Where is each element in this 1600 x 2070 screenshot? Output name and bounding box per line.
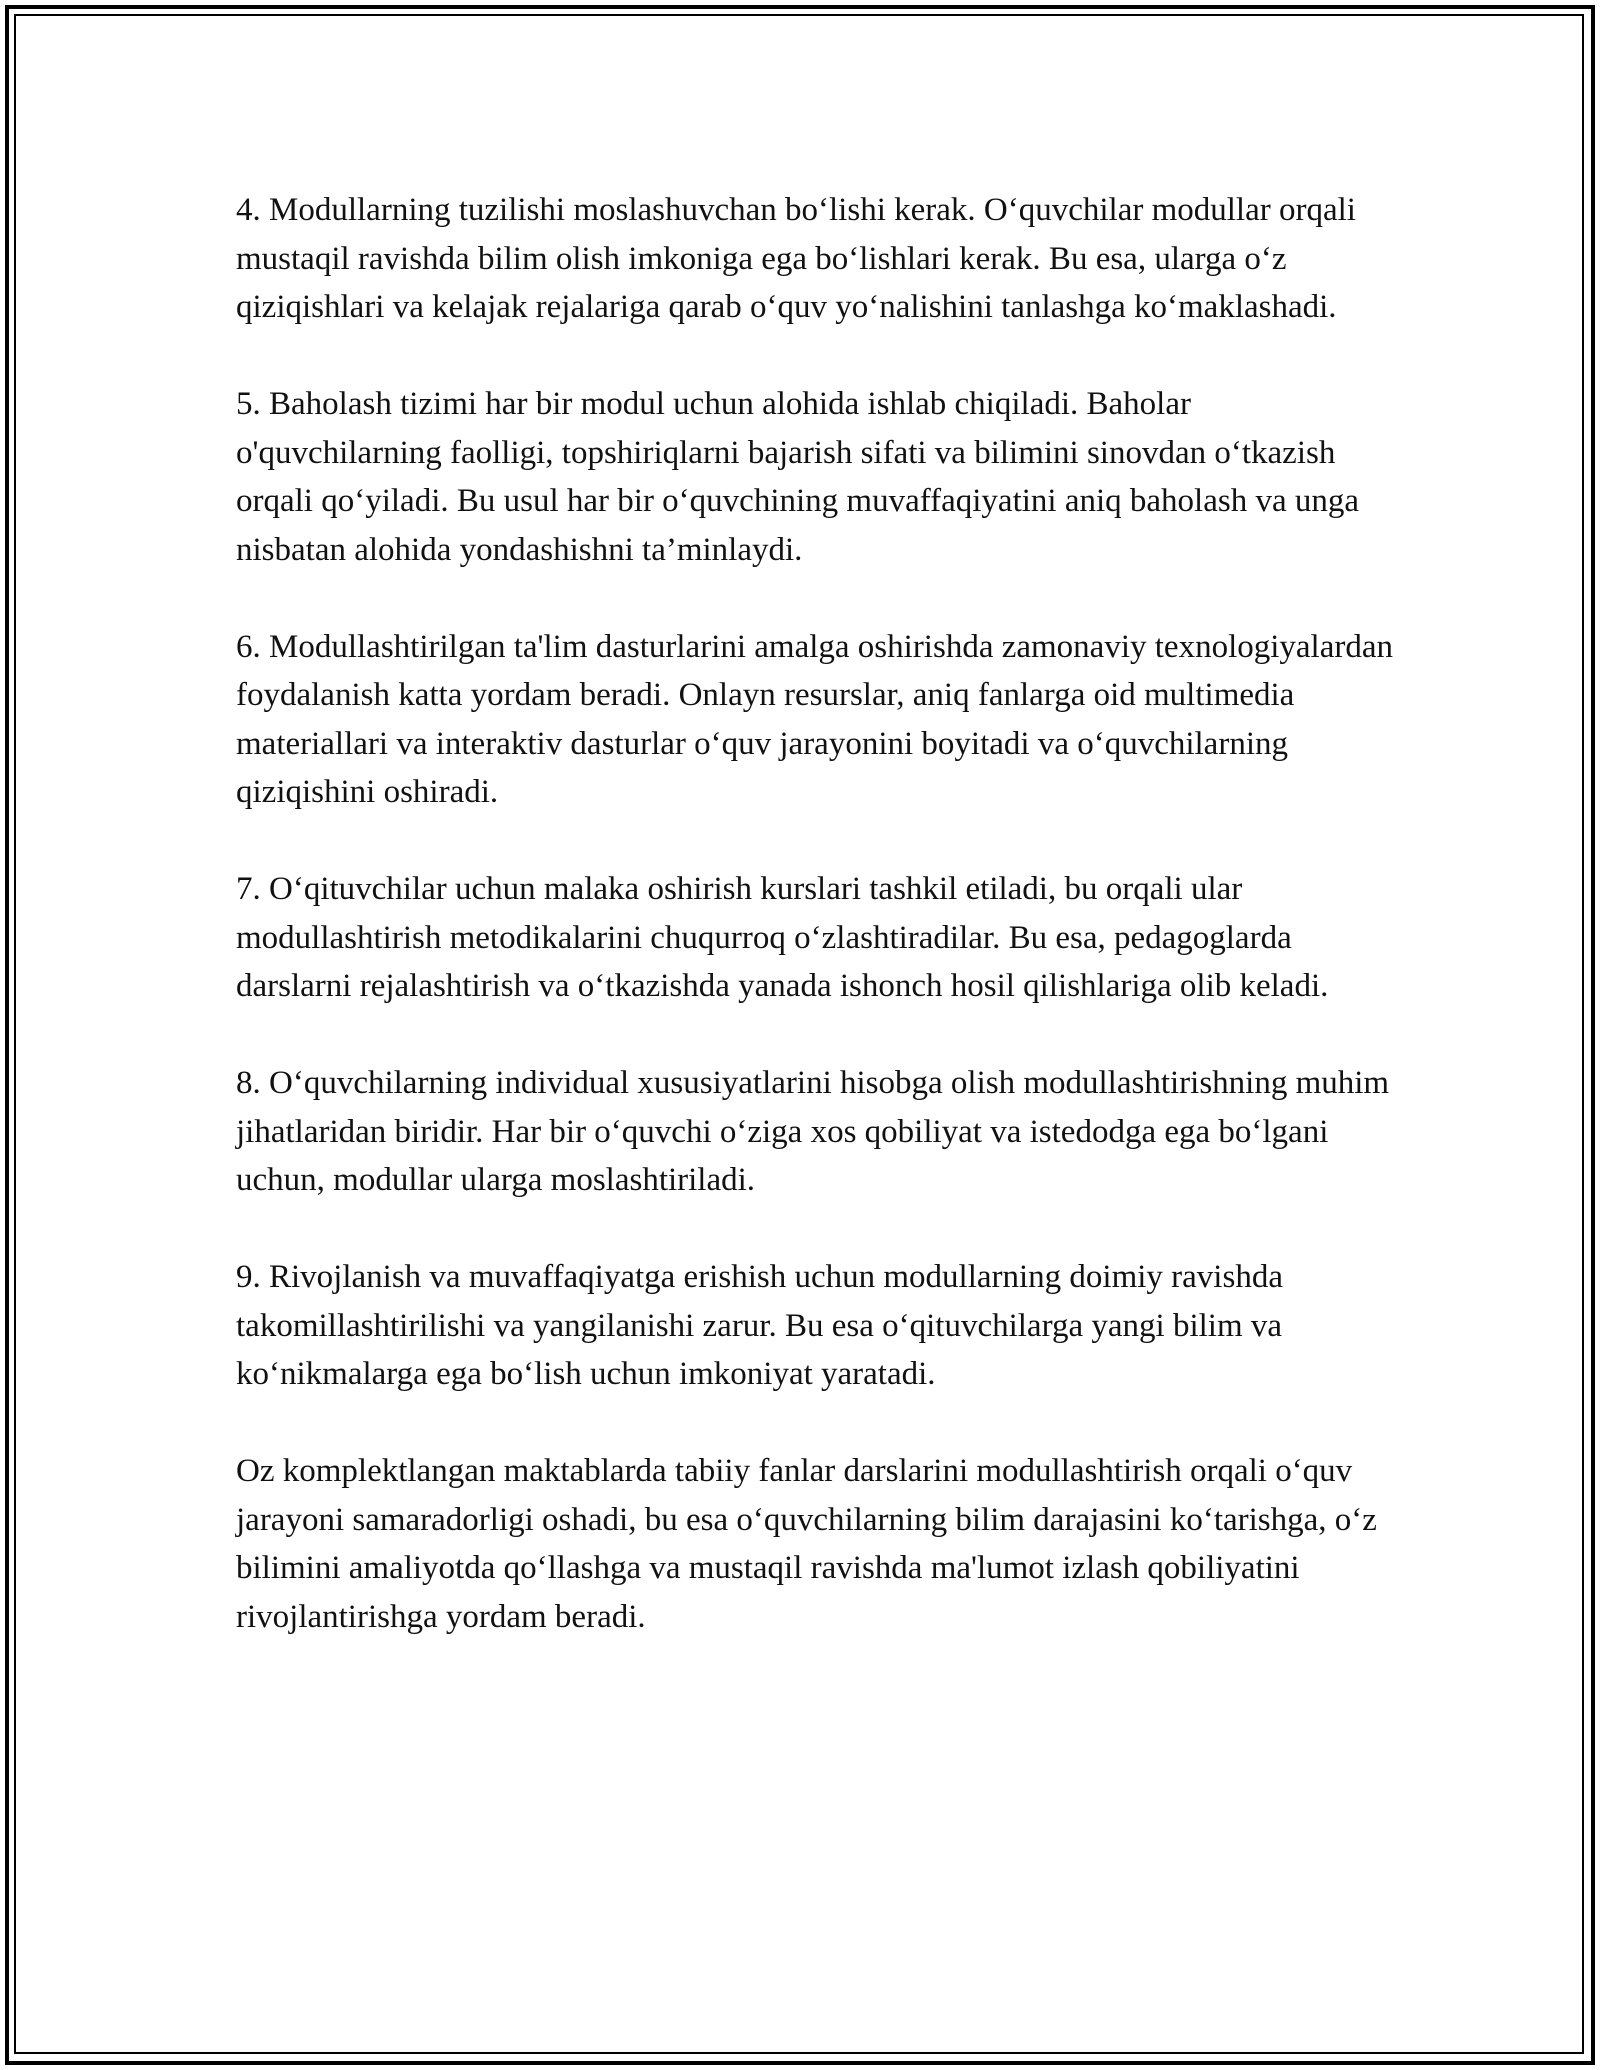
document-body	[236, 186, 1396, 1641]
conclusion-paragraph: Oz komplektlangan maktablarda tabiiy fanlar darslarini modullashtirish orqali o‘quv jarayoni samaradorligi oshadi, bu esa o‘quvchilarning bilim darajasini ko‘tarishga, o‘z bilimini amaliyotda qo‘llashga va mustaqil ravishda ma'lumot izlash qobiliyatini rivojlantirishga yordam beradi.	[236, 1453, 1377, 1635]
paragraph-item-4: 4. Modullarning tuzilishi moslashuvchan bo‘lishi kerak. O‘quvchilar modullar orqali mustaqil ravishda bilim olish imkoniga ega bo‘lishlari kerak. Bu esa, ularga o‘z qiziqishlari va kelajak rejalariga qarab o‘quv yo‘nalishini tanlashga ko‘maklashadi.	[236, 192, 1356, 325]
paragraph-item-8: 8. O‘quvchilarning individual xususiyatlarini hisobga olish modullashtirishning muhim jihatlaridan biridir. Har bir o‘quvchi o‘ziga xos qobiliyat va istedodga ega bo‘lgani uchun, modullar ularga moslashtiriladi.	[236, 1065, 1390, 1198]
paragraph-item-9: 9. Rivojlanish va muvaffaqiyatga erishish uchun modullarning doimiy ravishda takomillashtirilishi va yangilanishi zarur. Bu esa o‘qituvchilarga yangi bilim va ko‘nikmalarga ega bo‘lish uchun imkoniyat yaratadi.	[236, 1259, 1283, 1392]
paragraph-item-5: 5. Baholash tizimi har bir modul uchun alohida ishlab chiqiladi. Baholar o'quvchilarning faolligi, topshiriqlarni bajarish sifati va bilimini sinovdan o‘tkazish orqali qo‘yiladi. Bu usul har bir o‘quvchining muvaffaqiyatini aniq baholash va unga nisbatan alohida yondashishni ta’minlaydi.	[236, 386, 1359, 568]
paragraph-item-6: 6. Modullashtirilgan ta'lim dasturlarini amalga oshirishda zamonaviy texnologiyalardan foydalanish katta yordam beradi. Onlayn resurslar, aniq fanlarga oid multimedia materiallari va interaktiv dasturlar o‘quv jarayonini boyitadi va o‘quvchilarning qiziqishini oshiradi.	[236, 628, 1393, 810]
paragraph-item-7: 7. O‘qituvchilar uchun malaka oshirish kurslari tashkil etiladi, bu orqali ular modullashtirish metodikalarini chuqurroq o‘zlashtiradilar. Bu esa, pedagoglarda darslarni rejalashtirish va o‘tkazishda yanada ishonch hosil qilishlariga olib keladi.	[236, 871, 1329, 1004]
